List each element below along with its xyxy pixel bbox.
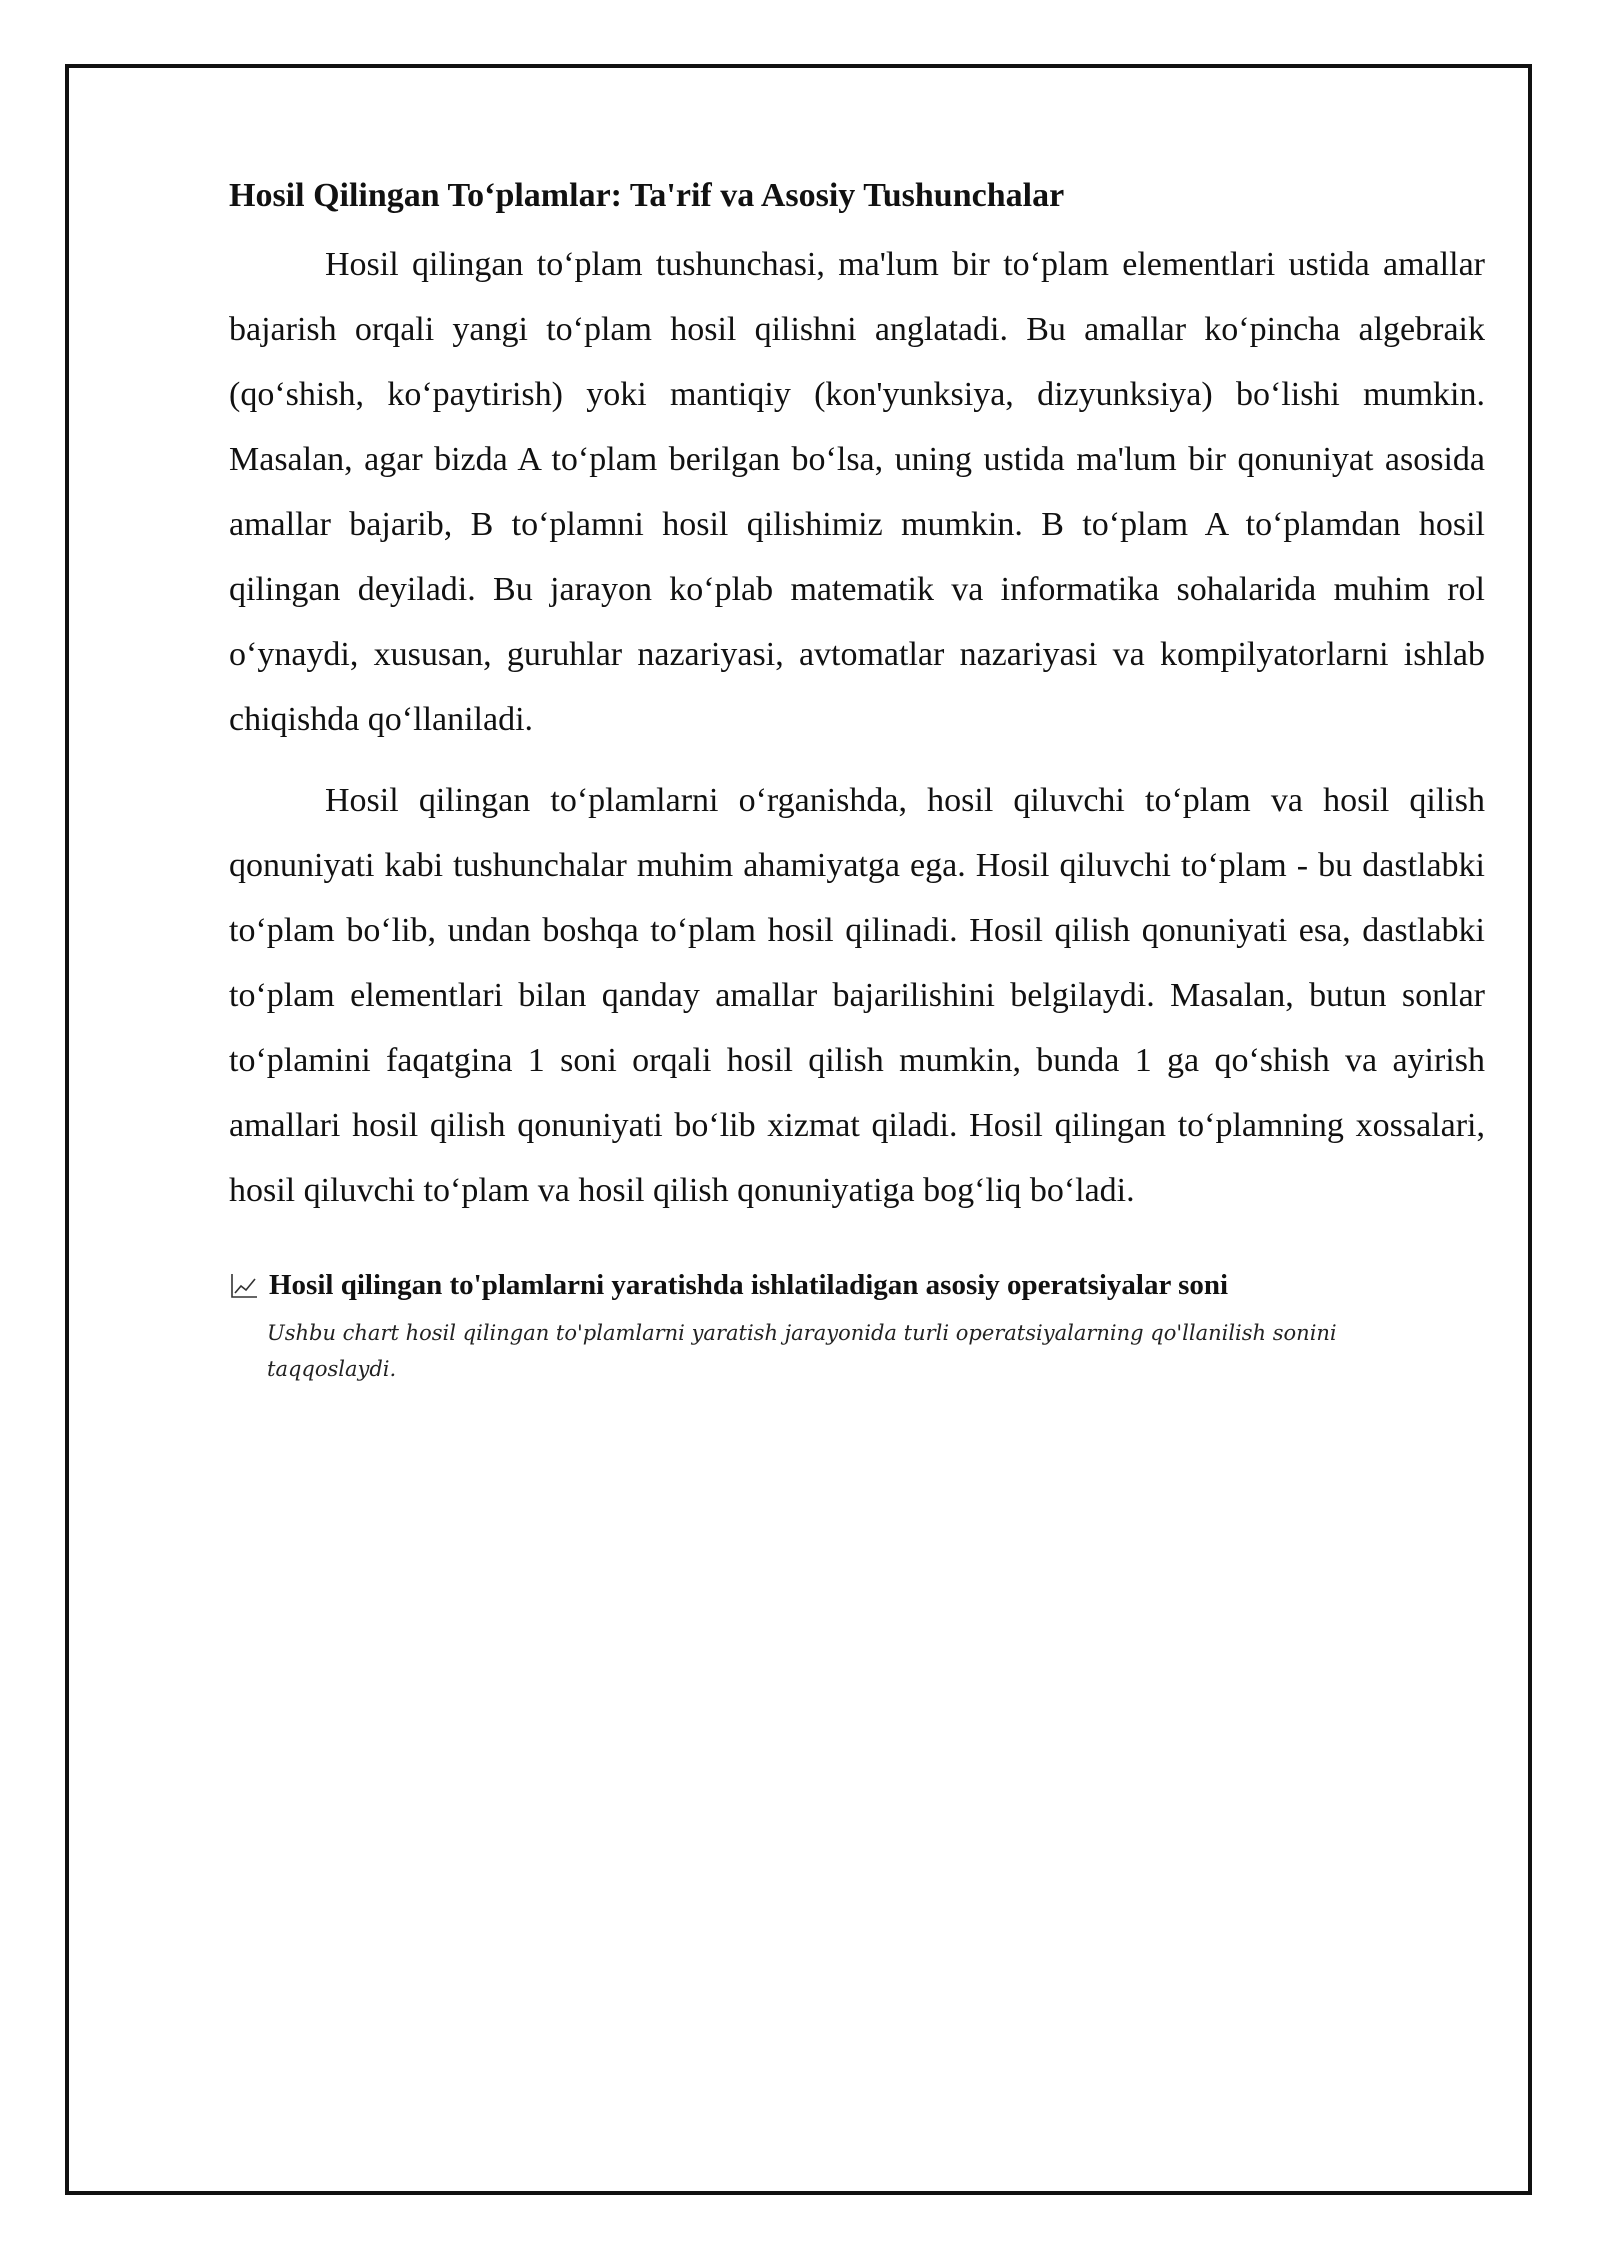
- chart-heading-text: Hosil qilingan to'plamlarni yaratishda ishlatiladigan asosiy operatsiyalar soni: [269, 1269, 1229, 1301]
- paragraph-2: Hosil qilingan to‘plamlarni o‘rganishda, hosil qiluvchi to‘plam va hosil qilish qonuniyati kabi tushunchalar muhim ahamiyatga ega. Hosil qiluvchi to‘plam - bu dastlabki to‘plam bo‘lib, undan boshqa to‘plam hosil qilinadi. Hosil qilish qonuniyati esa, dastlabki to‘plam elementlari bilan qanday amallar bajarilishini belgilaydi. Masalan, butun sonlar to‘plamini faqatgina 1 soni orqali hosil qilish mumkin, bunda 1 ga qo‘shish va ayirish amallari hosil qilish qonuniyati bo‘lib xizmat qiladi. Hosil qilingan to‘plamning xossalari, hosil qiluvchi to‘plam va hosil qilish qonuniyatiga bog‘liq bo‘ladi.: [229, 782, 1485, 1209]
- document-title: Hosil Qilingan To‘plamlar: Ta'rif va Asosiy Tushunchalar: [229, 177, 1065, 214]
- line-chart-icon: [229, 1271, 259, 1299]
- chart-heading: [229, 1265, 1485, 1305]
- chart-section: [229, 1265, 1485, 1387]
- document-content: [229, 172, 1485, 1387]
- paragraph-1: Hosil qilingan to‘plam tushunchasi, ma'lum bir to‘plam elementlari ustida amallar bajarish orqali yangi to‘plam hosil qilishni anglatadi. Bu amallar ko‘pincha algebraik (qo‘shish, ko‘paytirish) yoki mantiqiy (kon'yunksiya, dizyunksiya) bo‘lishi mumkin. Masalan, agar bizda A to‘plam berilgan bo‘lsa, uning ustida ma'lum bir qonuniyat asosida amallar bajarib, B to‘plamni hosil qilishimiz mumkin. B to‘plam A to‘plamdan hosil qilingan deyiladi. Bu jarayon ko‘plab matematik va informatika sohalarida muhim rol o‘ynaydi, xususan, guruhlar nazariyasi, avtomatlar nazariyasi va kompilyatorlarni ishlab chiqishda qo‘llaniladi.: [229, 246, 1485, 738]
- chart-description: Ushbu chart hosil qilingan to'plamlarni yaratish jarayonida turli operatsiyalarning qo'llanilish sonini taqqoslaydi.: [267, 1321, 1337, 1381]
